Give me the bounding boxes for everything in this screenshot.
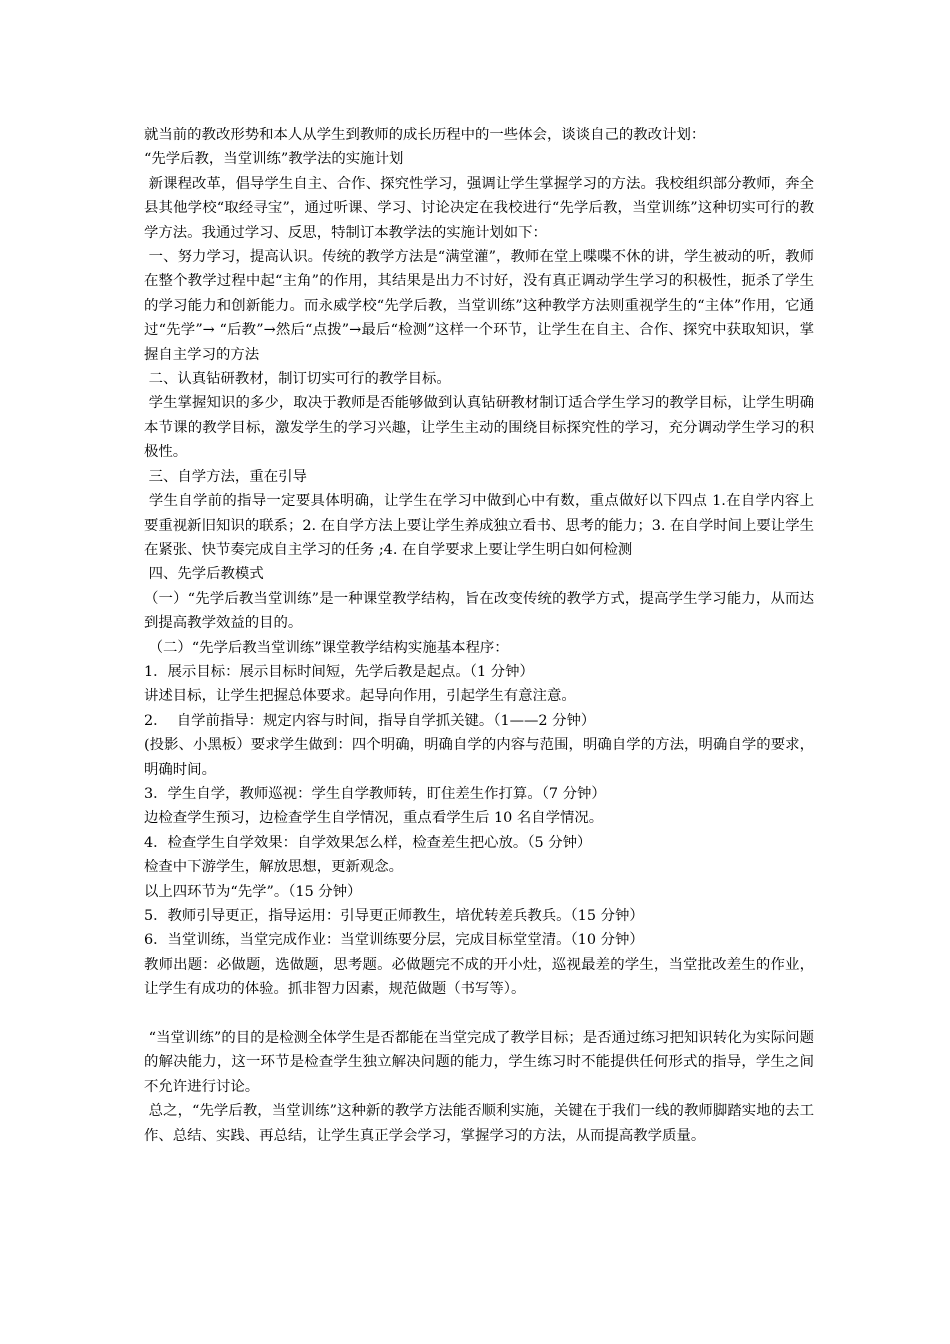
paragraph: （一）“先学后教当堂训练”是一种课堂教学结构，旨在改变传统的教学方式，提高学生学习能力，从而达到提高教学效益的目的。	[144, 590, 814, 632]
paragraph: 就当前的教改形势和本人从学生到教师的成长历程中的一些体会，谈谈自己的教改计划：	[144, 127, 706, 143]
paragraph: (投影、小黑板）要求学生做到：四个明确，明确自学的内容与范围，明确自学的方法，明确自学的要求，明确时间。	[144, 737, 814, 778]
paragraph: 1．展示目标：展示目标时间短，先学后教是起点。（1 分钟）	[144, 663, 534, 680]
paragraph: 总之，“先学后教，当堂训练”这种新的教学方法能否顺利实施，关键在于我们一线的教师脚踏实地的去工作、总结、实践、再总结，让学生真正学会学习，掌握学习的方法，从而提高教学质量。	[144, 1103, 815, 1144]
paragraph: 一、努力学习，提高认识。传统的教学方法是“满堂灌”，教师在堂上喋喋不休的讲，学生被动的听，教师在整个教学过程中起“主角”的作用，其结果是出力不讨好，没有真正调动学生学习的积极性，扼杀了学生的学习能力和创新能力。而永威学校“先学后教，当堂训练”这种教学方法则重视学生的“主体”作用，它通过“先学”→ “后教”→然后“点拨”→最后“检测”这样一个环节，让学生在自主、合作、探究中获取知识，掌握自主学习的方法	[144, 249, 815, 363]
paragraph: 边检查学生预习，边检查学生自学情况，重点看学生后 10 名自学情况。	[144, 810, 604, 827]
paragraph: 学生自学前的指导一定要具体明确，让学生在学习中做到心中有数，重点做好以下四点 1.在自学内容上要重视新旧知识的联系；2. 在自学方法上要让学生养成独立看书、思考的能力；3. 在自学时间上要让学生在紧张、快节奏完成自主学习的任务 ;4. 在自学要求上要让学生明白如何检测	[144, 493, 815, 558]
paragraph: “先学后教，当堂训练”教学法的实施计划	[144, 151, 404, 168]
blank-line	[144, 1002, 814, 1026]
paragraph: “当堂训练”的目的是检测全体学生是否都能在当堂完成了教学目标；是否通过练习把知识转化为实际问题的解决能力，这一环节是检查学生独立解决问题的能力，学生练习时不能提供任何形式的指导，学生之间不允许进行讨论。	[144, 1030, 815, 1095]
paragraph: 以上四环节为“先学”。（15 分钟）	[144, 883, 362, 900]
paragraph: 检查中下游学生，解放思想，更新观念。	[144, 859, 404, 876]
paragraph: 6．当堂训练，当堂完成作业：当堂训练要分层，完成目标堂堂清。（10 分钟）	[144, 932, 644, 949]
paragraph: 四、先学后教模式	[144, 566, 264, 583]
paragraph: 讲述目标，让学生把握总体要求。起导向作用，引起学生有意注意。	[144, 688, 576, 705]
paragraph: 5．教师引导更正，指导运用：引导更正师教生，培优转差兵教兵。（15 分钟）	[144, 908, 644, 924]
document-body	[144, 123, 814, 1148]
paragraph: 3．学生自学，教师巡视：学生自学教师转，盯住差生作打算。（7 分钟）	[144, 785, 606, 802]
paragraph: 学生掌握知识的多少，取决于教师是否能够做到认真钻研教材制订适合学生学习的教学目标，让学生明确本节课的教学目标，激发学生的学习兴趣，让学生主动的围绕目标探究性的学习，充分调动学生学习的积极性。	[144, 395, 814, 461]
paragraph: 二、认真钻研教材，制订切实可行的教学目标。	[144, 371, 451, 388]
paragraph: （二）“先学后教当堂训练”课堂教学结构实施基本程序：	[144, 639, 509, 656]
paragraph: 2． 自学前指导：规定内容与时间，指导自学抓关键。（1——2 分钟）	[144, 712, 596, 729]
paragraph: 教师出题：必做题，选做题，思考题。必做题完不成的开小灶，巡视最差的学生，当堂批改差生的作业，让学生有成功的体验。抓非智力因素，规范做题（书写等）。	[144, 956, 814, 998]
paragraph: 4．检查学生自学效果：自学效果怎么样，检查差生把心放。（5 分钟）	[144, 834, 592, 851]
paragraph: 新课程改革，倡导学生自主、合作、探究性学习，强调让学生掌握学习的方法。我校组织部分教师，奔全县其他学校“取经寻宝”，通过听课、学习、讨论决定在我校进行“先学后教，当堂训练”这种切实可行的教学方法。我通过学习、反思，特制订本教学法的实施计划如下：	[144, 175, 814, 241]
paragraph: 三、自学方法，重在引导	[144, 468, 307, 485]
